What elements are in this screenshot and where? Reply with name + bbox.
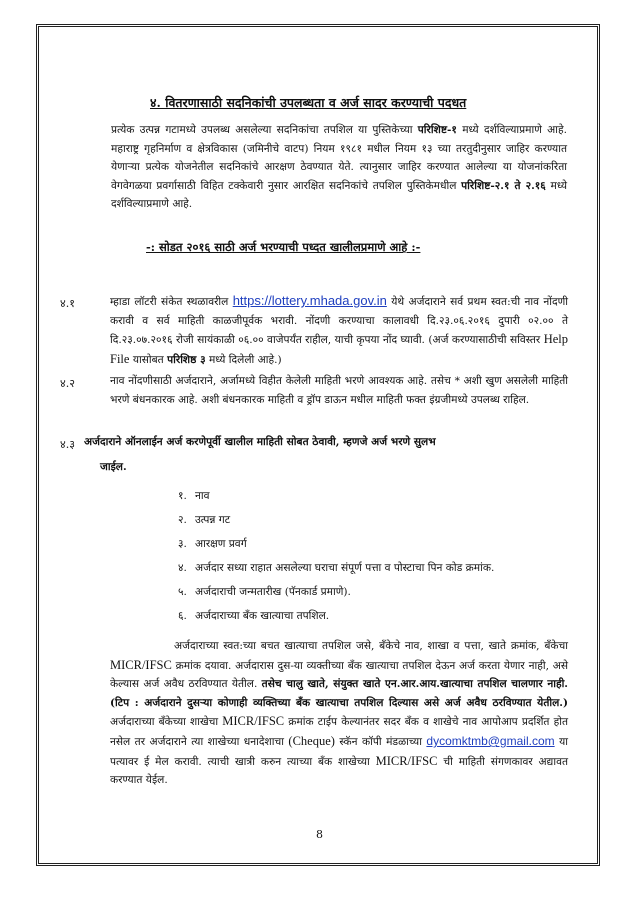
- list-item: अर्जदाराच्या बँक खात्याचा तपशिल.: [195, 610, 330, 622]
- list-item-number: १.: [178, 490, 187, 502]
- item-number: ४.२: [60, 377, 75, 390]
- bank-details-paragraph: अर्जदाराच्या स्वत:च्या बचत खात्याचा तपशिल जसे, बँकेचे नाव, शाखा व पत्ता, खाते क्रमांक, बँकेचा MICR/IFSC क्रमांक दयावा. अर्जदारास दुस-या व्यक्तीच्या बँक खात्याचा तपशिल देऊन अर्ज करता येणार नाही, असे केल्यास अर्ज अवैध ठरविण्यात येतील. तसेच चालु खाते, संयुक्त खाते एन.आर.आय.खात्याचा तपशिल चालणार नाही. (टिप : अर्जदाराने दुसऱ्या कोणाही व्यक्तिच्या बँक खात्याचा तपशिल दिल्यास असे अर्ज अवैध ठरविण्यात येतील.) अर्जदाराच्या बँकेच्या शाखेचा MICR/IFSC क्रमांक टाईप केल्यानंतर सदर बँक व शाखेचे नाव आपोआप प्रदर्शित होत नसेल तर अर्जदाराने त्या शाखेच्या धनादेशाचा (Cheque) स्कॅन कॉपी मंडळाच्या dycomktmb@gmail.com या पत्यावर ई मेल करावी. त्याची खात्री करुन त्याच्या बँक शाखेच्या MICR/IFSC ची माहिती संगणकावर अद्यावत करण्यात येईल.: [110, 640, 569, 787]
- paragraph-4-2: नाव नोंदणीसाठी अर्जदाराने, अर्जामध्ये विहीत केलेली माहिती भरणे आवश्यक आहे. तसेच * अशी खुण असलेली माहिती भरणे बंधनकारक आहे. अशी बंधनकारक माहिती व ड्रॉप डाऊन मधील माहिती फक्त इंग्रजीमध्ये उपलब्ध राहिल.: [110, 375, 568, 406]
- list-item: आरक्षण प्रवर्ग: [195, 538, 247, 550]
- lottery-link[interactable]: https://lottery.mhada.gov.in: [232, 293, 387, 308]
- list-item-number: ५.: [178, 586, 187, 598]
- list-item-number: ६.: [178, 610, 187, 622]
- paragraph-4-3-line2: जाईल.: [100, 461, 127, 473]
- list-item-number: ४.: [178, 562, 187, 574]
- paragraph-4-3-line1: अर्जदाराने ऑनलाईन अर्ज करणेपूर्वी खालील माहिती सोबत ठेवावी, म्हणजे अर्ज भरणे सुलभ: [84, 436, 436, 448]
- paragraph-4-1: म्हाडा लॉटरी संकेत स्थळावरील https://lottery.mhada.gov.in येथे अर्जदाराने सर्व प्रथम स्वत:ची नाव नोंदणी करावी व सर्व माहिती काळजीपूर्वक भरावी. नोंदणी करण्याचा कालावधी दि.२३.०६.२०१६ दुपारी ०२.०० ते दि.२३.०७.२०१६ रोजी सायंकाळी ०६.०० वाजेपर्यंत राहील, याची कृपया नोंद घ्यावी. (अर्ज करण्यासाठीची सविस्तर Help File यासोबत परिशिष्ठ ३ मध्ये दिलेली आहे.): [110, 293, 568, 366]
- section-title: ४. वितरणासाठी सदनिकांची उपलब्धता व अर्ज सादर करण्याची पदधत: [150, 95, 467, 110]
- item-number: ४.१: [60, 297, 75, 310]
- email-link[interactable]: dycomktmb@gmail.com: [426, 733, 555, 748]
- section4-paragraph: प्रत्येक उत्पन्न गटामध्ये उपलब्ध असलेल्या सदनिकांचा तपशिल या पुस्तिकेच्या परिशिष्ट-१ मध्ये दर्शविल्याप्रमाणे आहे. महाराष्ट्र गृहनिर्माण व क्षेत्रविकास (जमिनीचे वाटप) नियम १९८१ मधील नियम १३ च्या तरतुदीनुसार जाहिर करण्यात येणाऱ्या प्रत्येक योजनेतील सदनिकांचे आरक्षण ठेवण्यात येते. त्यानुसार जाहिर करण्यात आलेल्या या योजनांकरिता वेगवेगळया प्रवर्गासाठी विहित टक्केवारी नुसार आरक्षित सदनिकांचे तपशिल पुस्तिकेमधील परिशिष्ट-२.१ ते २.१६ मध्ये दर्शविल्याप्रमाणे आहे.: [111, 124, 567, 211]
- page-number: 8: [316, 828, 323, 841]
- list-item: अर्जदाराची जन्मतारीख (पॅनकार्ड प्रमाणे).: [195, 586, 351, 598]
- list-item: उत्पन्न गट: [195, 514, 231, 526]
- list-item: अर्जदार सध्या राहात असलेल्या घराचा संपूर्ण पत्ता व पोस्टाचा पिन कोड क्रमांक.: [195, 562, 495, 574]
- list-item-number: ३.: [178, 538, 187, 550]
- list-item-number: २.: [178, 514, 187, 526]
- list-item: नाव: [195, 490, 210, 502]
- subheading: -: सोडत २०१६ साठी अर्ज भरण्याची पध्दत खालीलप्रमाणे आहे :-: [146, 240, 421, 254]
- item-number: ४.३: [60, 438, 75, 451]
